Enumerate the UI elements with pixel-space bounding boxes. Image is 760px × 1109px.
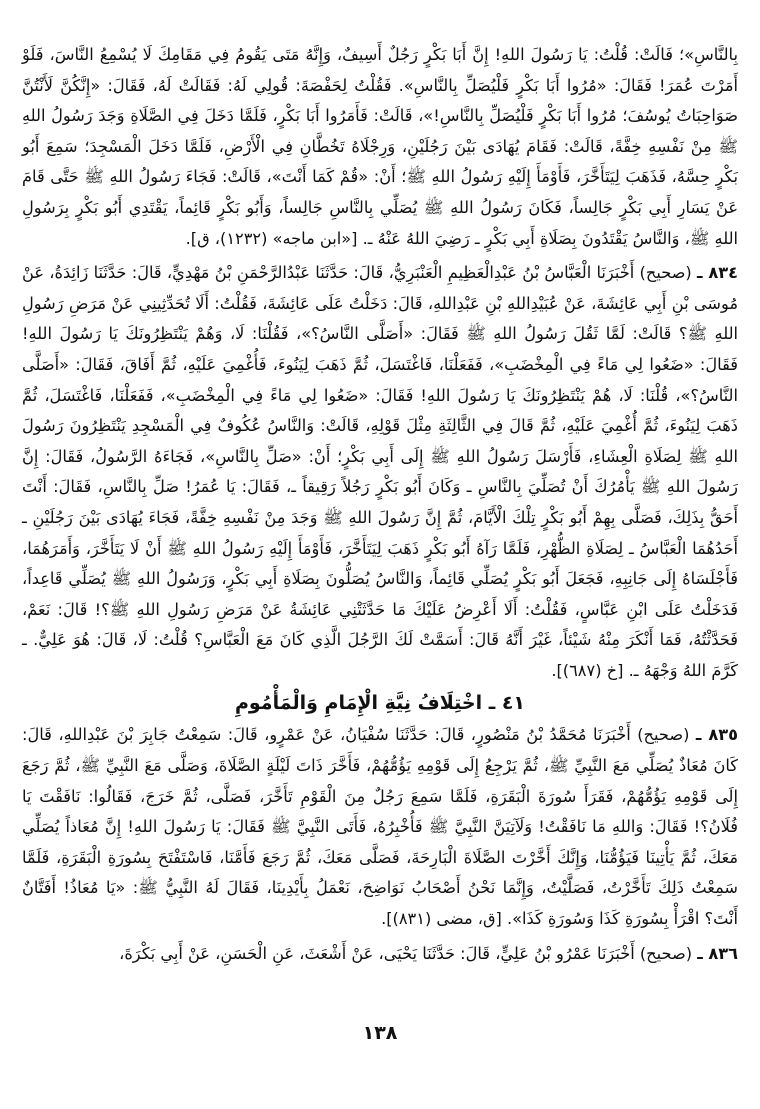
paragraph-text: (صحيح) أَخْبَرَنَا عَمْرُو بْنُ عَلِيٍّ، قَالَ: حَدَّثَنَا يَحْيَى، عَنْ أَشْعَثَ، عَنِ الْحَسَنِ، عَنْ أَبِي بَكْرَةَ، [119, 943, 693, 963]
paragraph-836 [22, 939, 738, 970]
chapter-heading: ٤١ ـ اخْتِلَافُ نِيَّةِ الْإِمَامِ وَالْمَأْمُومِ [234, 692, 526, 715]
paragraph-833-continuation [22, 40, 738, 254]
paragraph-835 [22, 720, 738, 934]
hadith-number: ٨٣٦ ـ [697, 943, 738, 963]
hadith-number: ٨٣٤ ـ [697, 263, 738, 283]
paragraph-text: (صحيح) أَخْبَرَنَا مُحَمَّدُ بْنُ مَنْصُورٍ، قَالَ: حَدَّثَنَا سُفْيَانُ، عَنْ عَمْرٍو، قَالَ: سَمِعْتُ جَابِرَ بْنَ عَبْدِاللهِ، قَالَ: كَانَ مُعَاذٌ يُصَلِّي مَعَ النَّبِيِّ ﷺ، ثُمَّ يَرْجِعُ إِلَى قَوْمِهِ يَؤُمُّهُمْ، فَأَخَّرَ ذَاتَ لَيْلَةٍ الصَّلَاةَ، وَصَلَّى مَعَ النَّبِيِّ ﷺ، ثُمَّ رَجَعَ إِلَى قَوْمِهِ يَؤُمُّهُمْ، فَقَرَأَ سُورَةَ الْبَقَرَةِ، فَلَمَّا سَمِعَ رَجُلٌ مِنَ الْقَوْمِ تَأَخَّرَ، فَصَلَّى، ثُمَّ خَرَجَ، فَقَالُوا: نَافَقْتَ يَا فُلَانُ؟! فَقَالَ: وَاللهِ مَا نَافَقْتُ! وَلَآتِيَنَّ النَّبِيَّ ﷺ فَأُخْبِرُهُ، فَأَتَى النَّبِيَّ ﷺ فَقَالَ: يَا رَسُولَ اللهِ! إِنَّ مُعَاذاً يُصَلِّي مَعَكَ، ثُمَّ يَأْتِينَا فَيَؤُمُّنَا، وَإِنَّكَ أَخَّرْتَ الصَّلَاةَ الْبَارِحَةَ، فَصَلَّى مَعَكَ، ثُمَّ رَجَعَ فَأَمَّنَا، فَاسْتَفْتَحَ بِسُورَةِ الْبَقَرَةِ، فَلَمَّا سَمِعْتُ ذَلِكَ تَأَخَّرْتُ، فَصَلَّيْتُ، وَإِنَّمَا نَحْنُ أَصْحَابُ نَوَاضِحَ، نَعْمَلُ بِأَيْدِينَا، فَقَالَ لَهُ النَّبِيُّ ﷺ: «يَا مُعَاذُ! أَفَتَّانٌ أَنْتَ؟ اقْرَأْ بِسُورَةِ كَذَا وَسُورَةِ كَذَا». [ق، مضى (٨٣١)]. [22, 725, 738, 929]
page [22, 40, 738, 1080]
hadith-number: ٨٣٥ ـ [695, 725, 738, 745]
paragraph-834 [22, 258, 738, 686]
page-number: ١٣٨ [362, 1022, 398, 1044]
paragraph-text: بِالنَّاسِ»؛ فَالَتْ: قُلْتُ: يَا رَسُولَ اللهِ! إِنَّ أَبَا بَكْرٍ رَجُلٌ أَسِيفٌ، وَإِنَّهُ مَتَى يَقُومُ فِي مَقَامِكَ لَا يُسْمِعُ النَّاسَ، فَلَوْ أَمَرْتَ عُمَرَ! فَقَالَ: «مُرُوا أَبَا بَكْرٍ فَلْيُصَلِّ بِالنَّاسِ». فَقُلْتُ لِحَفْصَةَ: قُولِي لَهُ: فَقَالَتْ لَهُ، فَقَالَ: «إِنَّكُنَّ لَأَنْتُنَّ صَوَاحِبَاتُ يُوسُفَ؛ مُرُوا أَبَا بَكْرٍ فَلْيُصَلِّ بِالنَّاسِ!»، قَالَتْ: فَأَمَرُوا أَبَا بَكْرٍ، فَلَمَّا دَخَلَ فِي الصَّلَاةِ وَجَدَ رَسُولُ اللهِ ﷺ مِنْ نَفْسِهِ خِفَّةً، قَالَتْ: فَقَامَ يُهَادَى بَيْنَ رَجُلَيْنِ، وَرِجْلَاهُ تَخُطَّانِ فِي الْأَرْضِ، فَلَمَّا دَخَلَ الْمَسْجِدَ؛ سَمِعَ أَبُو بَكْرٍ حِسَّهُ، فَذَهَبَ لِيَتَأَخَّرَ، فَأَوْمَأَ إِلَيْهِ رَسُولُ اللهِ ﷺ؛ أَنْ: «قُمْ كَمَا أَنْتَ»، قَالَتْ: فَجَاءَ رَسُولُ اللهِ ﷺ حَتَّى قَامَ عَنْ يَسَارِ أَبِي بَكْرٍ جَالِساً، فَكَانَ رَسُولُ اللهِ ﷺ يُصَلِّي بِالنَّاسِ جَالِساً، وَأَبُو بَكْرٍ قَائِماً، يَقْتَدِي أَبُو بَكْرٍ بِرَسُولِ اللهِ ﷺ، وَالنَّاسُ يَقْتَدُونَ بِصَلَاةِ أَبِي بَكْرٍ ـ رَضِيَ اللهُ عَنْهُ ـ. [«ابن ماجه» (١٢٣٢)، ق]. [22, 45, 738, 248]
paragraph-text: (صحيح) أَخْبَرَنَا الْعَبَّاسُ بْنُ عَبْدِالْعَظِيمِ الْعَنْبَرِيُّ، قَالَ: حَدَّثَنَا عَبْدُالرَّحْمَنِ بْنُ مَهْدِيٍّ، قَالَ: حَدَّثَنَا زَائِدَةُ، عَنْ مُوسَى بْنِ أَبِي عَائِشَةَ، عَنْ عُبَيْدِاللهِ بْنِ عَبْدِاللهِ، قَالَ: دَخَلْتُ عَلَى عَائِشَةَ، فَقُلْتُ: أَلَا تُحَدِّثِينِي عَنْ مَرَضِ رَسُولِ اللهِ ﷺ؟ قَالَتْ: لَمَّا ثَقُلَ رَسُولُ اللهِ ﷺ فَقَالَ: «أَصَلَّى النَّاسُ؟»، فَقُلْنَا: لَا، وَهُمْ يَنْتَظِرُونَكَ يَا رَسُولَ اللهِ! فَقَالَ: «ضَعُوا لِي مَاءً فِي الْمِخْضَبِ»، فَفَعَلْنَا، فَاغْتَسَلَ، ثُمَّ ذَهَبَ لِيَنُوءَ، فَأُغْمِيَ عَلَيْهِ، ثُمَّ أَفَاقَ، فَقَالَ: «أَصَلَّى النَّاسُ؟»، قُلْنَا: لَا، هُمْ يَنْتَظِرُونَكَ يَا رَسُولَ اللهِ! فَقَالَ: «ضَعُوا لِي مَاءً فِي الْمِخْضَبِ»، فَفَعَلْنَا، فَاغْتَسَلَ، ثُمَّ ذَهَبَ لِيَنُوءَ، ثُمَّ أُغْمِيَ عَلَيْهِ، ثُمَّ قَالَ فِي الثَّالِثَةِ مِثْلَ قَوْلِهِ، قَالَتْ: وَالنَّاسُ عُكُوفٌ فِي الْمَسْجِدِ يَنْتَظِرُونَ رَسُولَ اللهِ ﷺ لِصَلَاةِ الْعِشَاءِ، فَأَرْسَلَ رَسُولُ اللهِ ﷺ إِلَى أَبِي بَكْرٍ؛ أَنْ: «صَلِّ بِالنَّاسِ»، فَجَاءَهُ الرَّسُولُ، فَقَالَ: إِنَّ رَسُولَ اللهِ ﷺ يَأْمُرُكَ أَنْ تُصَلِّيَ بِالنَّاسِ ـ وَكَانَ أَبُو بَكْرٍ رَجُلاً رَقِيقاً ـ، فَقَالَ: يَا عُمَرُ! صَلِّ بِالنَّاسِ، فَقَالَ: أَنْتَ أَحَقُّ بِذَلِكَ، فَصَلَّى بِهِمْ أَبُو بَكْرٍ تِلْكَ الْأَيَّامَ، ثُمَّ إِنَّ رَسُولَ اللهِ ﷺ وَجَدَ مِنْ نَفْسِهِ خِفَّةً، فَجَاءَ يُهَادَى بَيْنَ رَجُلَيْنِ ـ أَحَدُهُمَا الْعَبَّاسُ ـ لِصَلَاةِ الظُّهْرِ، فَلَمَّا رَآهُ أَبُو بَكْرٍ ذَهَبَ لِيَتَأَخَّرَ، فَأَوْمَأَ إِلَيْهِ رَسُولُ اللهِ ﷺ أَنْ لَا يَتَأَخَّرَ، وَأَمَرَهُمَا، فَأَجْلَسَاهُ إِلَى جَانِبِهِ، فَجَعَلَ أَبُو بَكْرٍ يُصَلِّي قَائِماً، وَالنَّاسُ يُصَلُّونَ بِصَلَاةِ أَبِي بَكْرٍ، وَرَسُولُ اللهِ ﷺ يُصَلِّي قَاعِداً، فَدَخَلْتُ عَلَى ابْنِ عَبَّاسٍ، فَقُلْتُ: أَلَا أَعْرِضُ عَلَيْكَ مَا حَدَّثَتْنِي عَائِشَةُ عَنْ مَرَضِ رَسُولِ اللهِ ﷺ؟! قَالَ: نَعَمْ، فَحَدَّثْتُهُ، فَمَا أَنْكَرَ مِنْهُ شَيْئاً، غَيْرَ أَنَّهُ قَالَ: أَسَمَّتْ لَكَ الرَّجُلَ الَّذِي كَانَ مَعَ الْعَبَّاسِ؟ قُلْتُ: لَا، قَالَ: هُوَ عَلِيٌّ. ـ كَرَّمَ اللهُ وَجْهَهُ ـ. [خ (٦٨٧)]. [22, 263, 738, 680]
